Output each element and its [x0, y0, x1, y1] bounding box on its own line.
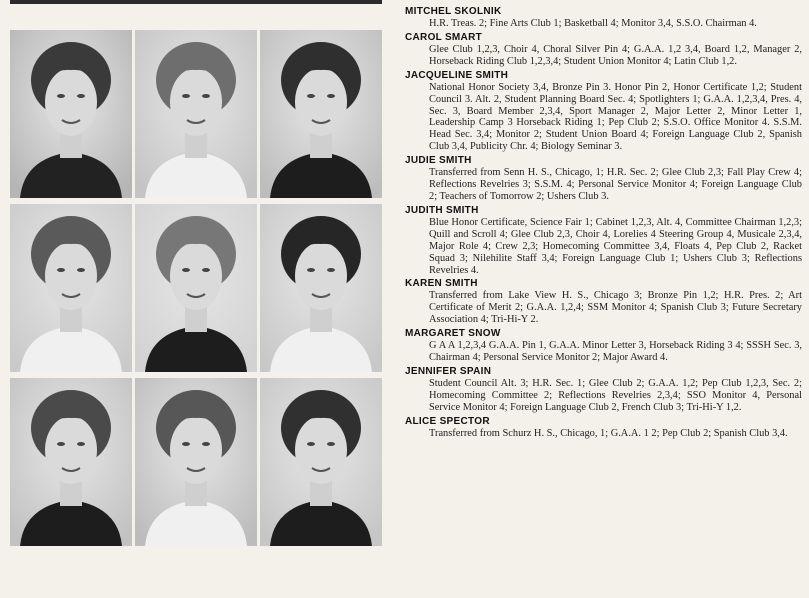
portrait-6 — [260, 204, 382, 372]
portrait-1 — [10, 30, 132, 198]
student-name: JENNIFER SPAIN — [405, 365, 492, 377]
student-entry — [405, 32, 802, 68]
student-entry — [405, 366, 802, 414]
student-activities: Transferred from Lake View H. S., Chicago 3; Bronze Pin 1,2; H.R. Pres. 2; Art Certificate of Merit 2; G.A.A. 1,2,4; SSM Monitor 4; Spanish Club 3; Future Secretary Association 4; Tri-Hi-Y 2. — [429, 290, 802, 326]
student-name: MITCHEL SKOLNIK — [405, 6, 502, 17]
portrait-2 — [135, 30, 257, 198]
top-rule — [10, 0, 382, 4]
student-activities: Transferred from Schurz H. S., Chicago, 1; G.A.A. 1 2; Pep Club 2; Spanish Club 3,4. — [429, 427, 788, 439]
student-entry — [405, 278, 802, 326]
student-entry — [405, 70, 802, 153]
biography-column — [405, 6, 802, 442]
student-activities: Student Council Alt. 3; H.R. Sec. 1; Glee Club 2; G.A.A. 1,2; Pep Club 1,2,3, Sec. 2; Homecoming Committee 2; Reflections Revelries 2,3,4; SSO Monitor 4, Personal Service Monitor 4; Foreign Language Club 2, French Club 3; Tri-Hi-Y 1,2. — [429, 377, 802, 413]
student-entry — [405, 155, 802, 203]
student-name: KAREN SMITH — [405, 278, 478, 290]
student-activities: Glee Club 1,2,3, Choir 4, Choral Silver Pin 4; G.A.A. 1,2 3,4, Board 1,2, Manager 2, Horseback Riding Club 1,2,3,4; Student Union Monitor 4; Latin Club 1,2. — [429, 43, 802, 67]
student-entry — [405, 205, 802, 277]
student-name: JACQUELINE SMITH — [405, 69, 509, 81]
portrait-3 — [260, 30, 382, 198]
student-name: MARGARET SNOW — [405, 328, 501, 340]
student-name: JUDITH SMITH — [405, 204, 479, 216]
portrait-4 — [10, 204, 132, 372]
student-activities: National Honor Society 3,4, Bronze Pin 3. Honor Pin 2, Honor Certificate 1,2; Student Council 3. Alt. 2, Student Planning Board Sec. 4; Spotlighters 1; G.A.A. 1,2,3,4, Pres. 4, Sec. 3, Board Member 2,3,4, Sport Manager 2, Major Letter 2, Minor Letter 1, Leadership Camp 3 Horseback Riding 1; Pep Club 2; S.S.O. Office Monitor 4. S.S.M. Head Sec. 3,4; Monitor 2; Student Union Board 4; Foreign Language Club 2, Spanish Club 3,4, Publicity Chr. 4; Biology Seminar 3. — [429, 81, 802, 153]
student-activities: H.R. Treas. 2; Fine Arts Club 1; Basketball 4; Monitor 3,4, S.S.O. Chairman 4. — [429, 18, 757, 29]
portrait-grid — [10, 30, 382, 546]
portrait-8 — [135, 378, 257, 546]
student-activities: G A A 1,2,3,4 G.A.A. Pin 1, G.A.A. Minor Letter 3, Horseback Riding 3 4; SSSH Sec. 3, Chairman 4; Personal Service Monitor 2; Major Award 4. — [429, 340, 802, 364]
student-name: ALICE SPECTOR — [405, 415, 490, 427]
portrait-7 — [10, 378, 132, 546]
student-entry — [405, 416, 802, 440]
student-entry — [405, 328, 802, 364]
student-entry — [405, 6, 802, 30]
student-name: JUDIE SMITH — [405, 155, 472, 167]
student-name: CAROL SMART — [405, 31, 483, 43]
student-activities: Transferred from Senn H. S., Chicago, 1; H.R. Sec. 2; Glee Club 2,3; Fall Play Crew 4; Reflections Revelries 3; S.S.M. 4; Personal Service Monitor 4; Foreign Language Club 2; Teachers of Tomorrow 2; Ushers Club 3. — [429, 167, 802, 202]
portrait-5 — [135, 204, 257, 372]
student-activities: Blue Honor Certificate, Science Fair 1; Cabinet 1,2,3, Alt. 4, Committee Chairman 1,2,3; Quill and Scroll 4; Glee Club 2,3, Choir 4, Lorelies 4 Steering Group 4, Musicale 2,3,4, Major Role 4; Crew 2,3; Homecoming Committee 3,4, Floats 4, Pep Club 2, Racket Squad 3; Nilehilite Staff 3,4; Foreign Language Club 1; Ushers Club 3; Reflections Revelries 4. — [429, 216, 802, 276]
portrait-9 — [260, 378, 382, 546]
